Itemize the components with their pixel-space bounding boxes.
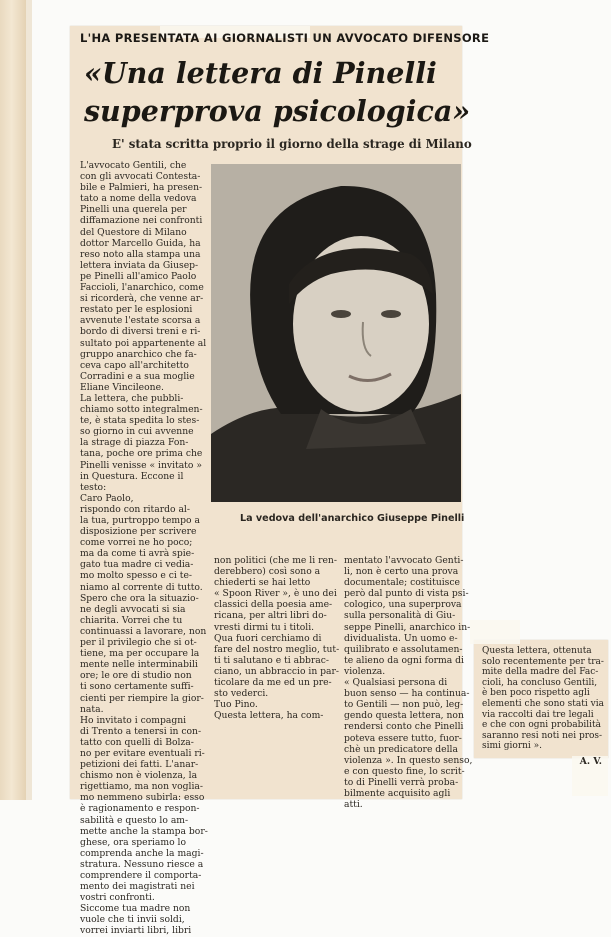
text-line: gendo questa lettera, non — [344, 710, 464, 722]
text-line: disposizione per scrivere — [80, 526, 197, 538]
text-line: ricana, per altri libri do- — [214, 610, 327, 622]
text-line: è ben poco rispetto agli — [482, 688, 590, 699]
text-line: La lettera, che pubbli- — [80, 392, 184, 404]
text-line: lettera inviata da Giusep- — [80, 259, 199, 271]
text-line: elementi che sono stati via — [482, 698, 604, 709]
text-line: L'avvocato Gentili, che — [80, 160, 187, 171]
text-line: chiamo sotto integralmen- — [80, 404, 203, 416]
author-signature: A. V. — [579, 756, 602, 767]
text-line: tatto con quelli di Bolza- — [80, 736, 194, 748]
headline-line-2: superprova psicologica» — [84, 94, 471, 128]
text-line: Eliane Vincileone. — [80, 381, 164, 393]
text-line: tiene, ma per occupare la — [80, 648, 200, 660]
text-line: stratura. Nessuno riesce a — [80, 858, 204, 870]
article-column-2 — [214, 555, 340, 722]
text-line: vresti dirmi tu i titoli. — [214, 621, 315, 633]
text-line: gruppo anarchico che fa- — [80, 348, 197, 360]
text-line: tana, poche ore prima che — [80, 448, 203, 460]
text-line: come vorrei ne ho poco; — [80, 537, 193, 549]
scrapbook-binding — [0, 0, 26, 800]
text-line: Corradini e a sua moglie — [80, 370, 195, 382]
tape-strip — [470, 620, 520, 644]
text-line: « Qualsiasi persona di — [344, 677, 448, 689]
text-line: gato tua madre ci vedia- — [80, 559, 194, 571]
text-line: sulla personalità di Giu- — [344, 610, 456, 622]
text-line: sabilità e questo lo am- — [80, 814, 189, 826]
text-line: cienti per riempire la gior- — [80, 692, 204, 704]
text-line: simi giorni ». — [482, 741, 543, 752]
text-line: Caro Paolo, — [80, 492, 134, 504]
text-line: si ricorderà, che venne ar- — [80, 293, 204, 305]
text-line: pe Pinelli all'amico Paolo — [80, 270, 197, 282]
text-line: la strage di piazza Fon- — [80, 437, 189, 449]
text-line: niamo al corrente di tutto. — [80, 581, 203, 593]
text-line: « Spoon River », è uno dei — [214, 588, 337, 600]
photo-caption: La vedova dell'anarchico Giuseppe Pinelli — [240, 513, 465, 524]
text-line: non politici (che me li ren- — [214, 555, 337, 566]
text-line: bordo di diversi treni e ri- — [80, 326, 201, 338]
text-line: avvenute l'estate scorsa a — [80, 315, 201, 327]
text-line: Ho invitato i compagni — [80, 714, 187, 726]
text-line: Questa lettera, ottenuta — [482, 646, 592, 656]
text-line: chismo non è violenza, la — [80, 770, 198, 782]
text-line: Qua fuori cerchiamo di — [214, 632, 322, 644]
text-line: però dal punto di vista psi- — [344, 588, 469, 600]
text-line: rendersi conto che Pinelli — [344, 721, 464, 733]
scrapbook-binding-edge — [26, 0, 32, 800]
text-line: to Gentili — non può, leg- — [344, 699, 464, 711]
text-line: via raccolti dai tre legali — [482, 709, 594, 720]
text-line: seppe Pinelli, anarchico in- — [344, 621, 471, 633]
text-line: per il privilegio che si ot- — [80, 637, 197, 649]
text-line: rigettiamo, ma non voglia- — [80, 781, 203, 793]
text-line: mente nelle interminabili — [80, 659, 198, 671]
headline-line-1: «Una lettera di Pinelli — [84, 56, 437, 90]
text-line: ticolare da me ed un pre- — [214, 677, 332, 689]
text-line: vuole che ti invii soldi, — [80, 914, 185, 926]
text-line: vostri confronti. — [80, 892, 155, 904]
text-line: Siccome tua madre non — [80, 903, 191, 915]
text-line: te, è stata spedita lo stes- — [80, 415, 200, 427]
text-line: restato per le esplosioni — [80, 304, 193, 316]
text-line: in Questura. Eccone il — [80, 470, 184, 482]
text-line: comprendere il comporta- — [80, 870, 202, 881]
text-line: la tua, purtroppo tempo a — [80, 515, 200, 526]
portrait-illustration — [211, 164, 461, 502]
text-line: buon senso — ha continua- — [344, 688, 470, 700]
text-line: atti. — [344, 799, 363, 811]
text-line: cioli, ha concluso Gentili, — [482, 677, 598, 688]
text-line: no per evitare eventuali ri- — [80, 747, 205, 759]
text-line: chè un predicatore della — [344, 743, 458, 755]
article-column-1 — [80, 160, 208, 937]
text-line: ne degli avvocati si sia — [80, 603, 186, 615]
text-line: quilibrato e assolutamen- — [344, 643, 463, 655]
text-line: li, non è certo una prova — [344, 566, 459, 578]
text-line: mento dei magistrati nei — [80, 881, 195, 893]
text-line: Faccioli, l'anarchico, come — [80, 282, 204, 294]
text-line: Tuo Pino. — [214, 699, 258, 711]
text-line: testo: — [80, 481, 107, 493]
text-line: comprenda anche la magi- — [80, 847, 204, 859]
text-line: poteva essere tutto, fuor- — [344, 732, 462, 744]
text-line: reso noto alla stampa una — [80, 248, 201, 260]
portrait-photo — [211, 164, 461, 502]
text-line: ore; le ore di studio non — [80, 670, 192, 682]
text-line: sultato poi appartenente al — [80, 337, 207, 349]
text-line: mo nemmeno subirla: esso — [80, 792, 205, 804]
text-line: solo recentemente per tra- — [482, 656, 604, 667]
text-line: classici della poesia ame- — [214, 599, 333, 611]
text-line: violenza. — [344, 665, 386, 677]
text-line: di Trento a tenersi in con- — [80, 725, 202, 737]
text-line: chiarita. Vorrei che tu — [80, 614, 183, 626]
text-line: saranno resi noti nei pros- — [482, 730, 603, 741]
text-line: ti ti salutano e ti abbrac- — [214, 654, 329, 666]
text-line: te alieno da ogni forma di — [344, 654, 464, 666]
article-column-3 — [344, 555, 473, 811]
text-line: e che con ogni probabilità — [482, 720, 602, 731]
text-line: mette anche la stampa bor- — [80, 825, 208, 837]
text-line: nata. — [80, 703, 104, 715]
text-line: sto vederci. — [214, 688, 269, 700]
text-line: Questa lettera, ha com- — [214, 710, 324, 722]
text-line: vorrei inviarti libri, libri — [80, 925, 192, 937]
subheadline: E' stata scritta proprio il giorno della strage di Milano — [112, 137, 472, 151]
text-line: so giorno in cui avvenne — [80, 426, 194, 438]
text-line: è ragionamento e respon- — [80, 803, 200, 815]
text-line: continuassi a lavorare, non — [80, 625, 207, 637]
text-line: diffamazione nei confronti — [80, 215, 203, 227]
text-line: ghese, ora speriamo lo — [80, 836, 187, 848]
kicker-heading: L'HA PRESENTATA AI GIORNALISTI UN AVVOCATO DIFENSORE — [80, 31, 490, 45]
text-line: ti sono certamente suffi- — [80, 681, 194, 693]
text-line: tato a nome della vedova — [80, 193, 197, 205]
text-line: petizioni dei fatti. L'anar- — [80, 759, 199, 771]
text-line: bilmente acquisito agli — [344, 787, 451, 799]
text-line: Pinelli venisse « invitato » — [80, 459, 202, 471]
text-line: dottor Marcello Guida, ha — [80, 237, 201, 249]
text-line: mite della madre del Fac- — [482, 667, 599, 678]
text-line: dividualista. Un uomo e- — [344, 632, 458, 644]
text-line: mentato l'avvocato Genti- — [344, 555, 464, 566]
text-line: ceva capo all'architetto — [80, 359, 189, 371]
text-line: chiederti se hai letto — [214, 577, 311, 589]
text-line: cologico, una superprova — [344, 599, 462, 611]
text-line: Spero che ora la situazio- — [80, 592, 199, 604]
text-line: documentale; costituisce — [344, 577, 460, 589]
text-line: derebbero) così sono a — [214, 566, 321, 578]
text-line: fare del nostro meglio, tut- — [214, 643, 340, 655]
text-line: Pinelli una querela per — [80, 204, 187, 216]
article-continuation — [482, 646, 606, 752]
text-line: ma da come ti avrà spie- — [80, 548, 195, 560]
text-line: e con questo fine, lo scrit- — [344, 765, 465, 777]
text-line: to di Pinelli verrà proba- — [344, 776, 459, 788]
text-line: violenza ». In questo senso, — [344, 754, 473, 766]
text-line: rispondo con ritardo al- — [80, 503, 190, 515]
text-line: mo molto spesso e ci te- — [80, 570, 192, 582]
text-line: del Questore di Milano — [80, 226, 187, 238]
text-line: bile e Palmieri, ha presen- — [80, 182, 203, 194]
text-line: con gli avvocati Contesta- — [80, 171, 201, 183]
text-line: ciano, un abbraccio in par- — [214, 665, 340, 677]
